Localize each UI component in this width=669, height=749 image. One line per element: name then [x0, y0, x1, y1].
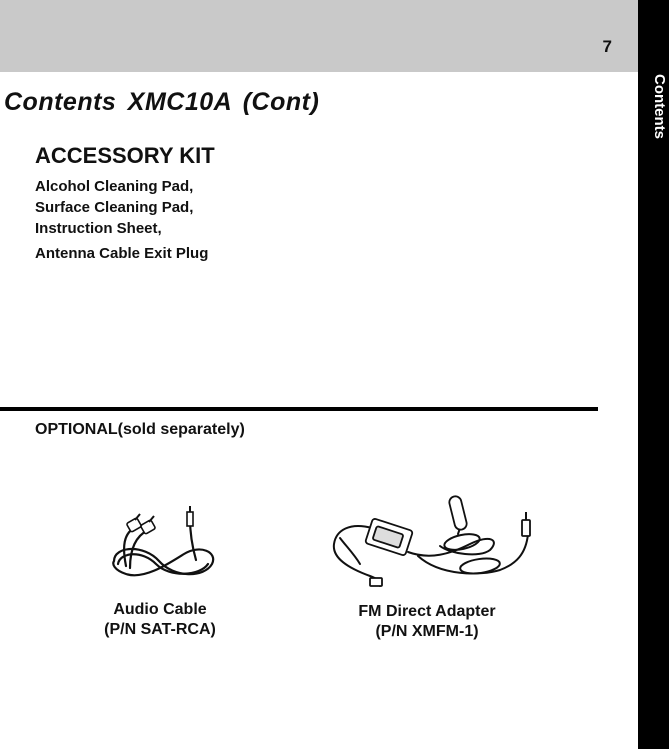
product-name: FM Direct Adapter	[358, 603, 496, 620]
product-part-number: (P/N XMFM-1)	[375, 623, 479, 640]
list-item: Alcohol Cleaning Pad,	[35, 178, 194, 195]
list-item: Instruction Sheet,	[35, 220, 162, 237]
list-item: Surface Cleaning Pad,	[35, 199, 194, 216]
product-part-number: (P/N SAT-RCA)	[104, 621, 216, 638]
optional-heading: OPTIONAL(sold separately)	[35, 421, 245, 438]
page-number: 7	[602, 37, 612, 56]
fm-adapter-image	[330, 494, 536, 594]
section-divider	[0, 407, 598, 411]
fm-adapter-caption	[336, 602, 518, 642]
list-item: Antenna Cable Exit Plug	[35, 245, 209, 262]
audio-cable-image	[104, 506, 224, 586]
product-name: Audio Cable	[113, 601, 207, 618]
header-bar	[0, 0, 638, 72]
accessory-kit-list	[35, 176, 208, 264]
side-tab-label: Contents	[651, 74, 668, 139]
side-tab	[638, 0, 669, 749]
audio-cable-caption	[84, 600, 236, 640]
page-title: Contents XMC10A (Cont)	[4, 88, 320, 116]
accessory-kit-heading: ACCESSORY KIT	[35, 143, 215, 168]
